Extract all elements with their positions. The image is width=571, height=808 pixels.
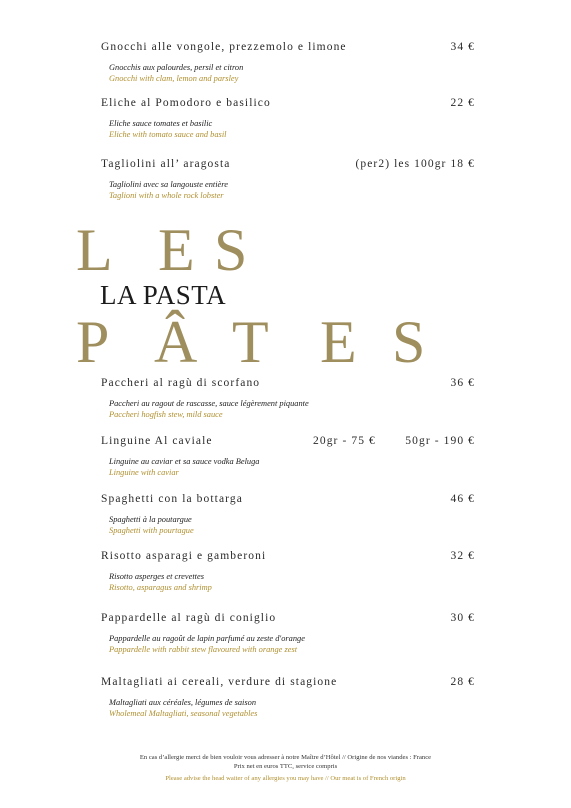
dish-name: Maltagliati ai cereali, verdure di stagione [101, 676, 338, 688]
dish-description-fr: Gnocchis aux palourdes, persil et citron [109, 63, 244, 72]
dish-name: Risotto asparagi e gamberoni [101, 550, 267, 562]
heading-letter: Â [154, 309, 198, 375]
dish-description-fr: Tagliolini avec sa langouste entière [109, 180, 228, 189]
heading-letter: L [76, 217, 113, 283]
section-subtitle: LA PASTA [100, 280, 227, 310]
dish-description-en: Risotto, asparagus and shrimp [109, 583, 212, 592]
dish-name: Gnocchi alle vongole, prezzemolo e limone [101, 41, 347, 53]
menu-item [101, 158, 475, 201]
menu-item [101, 550, 475, 593]
menu-item [101, 435, 475, 478]
dish-price: 30 € [450, 612, 475, 624]
dish-description-en: Spaghetti with pourtague [109, 526, 194, 535]
dish-price: 32 € [450, 550, 475, 562]
heading-letter: E [320, 309, 357, 375]
dish-description-en: Eliche with tomato sauce and basil [109, 130, 227, 139]
menu-item [101, 377, 475, 420]
dish-description-en: Wholemeal Maltagliati, seasonal vegetables [109, 709, 258, 718]
dish-description-fr: Pappardelle au ragoût de lapin parfumé au zeste d'orange [109, 634, 305, 643]
dish-description-en: Taglioni with a whole rock lobster [109, 191, 224, 200]
price-notice: Prix net en euros TTC, service compris [233, 763, 338, 770]
dish-price: (per2) les 100gr 18 € [355, 158, 475, 170]
dish-price: 28 € [450, 676, 475, 688]
allergy-notice-en: Please advise the head waiter of any allergies you may have // Our meat is of French origin [165, 775, 406, 782]
dish-price: 34 € [450, 41, 475, 53]
dish-price: 46 € [450, 493, 475, 505]
menu-item [101, 612, 475, 655]
heading-letter: S [214, 217, 248, 283]
dish-price-small: 20gr - 75 € [313, 435, 376, 447]
heading-letter: E [158, 217, 195, 283]
dish-price: 22 € [450, 97, 475, 109]
dish-description-en: Pappardelle with rabbit stew flavoured with orange zest [109, 645, 298, 654]
menu-item [101, 41, 475, 84]
dish-name: Spaghetti con la bottarga [101, 493, 243, 505]
menu-item [101, 97, 475, 140]
dish-price: 36 € [450, 377, 475, 389]
dish-price: 50gr - 190 € [405, 435, 475, 447]
dish-description-en: Paccheri hogfish stew, mild sauce [109, 410, 223, 419]
menu-item [101, 676, 475, 719]
dish-description-en: Linguine with caviar [109, 468, 179, 477]
allergy-notice-fr: En cas d’allergie merci de bien vouloir vous adresser à notre Maître d’Hôtel // Origine de nos viandes : France [139, 754, 432, 761]
dish-description-fr: Paccheri au ragout de rascasse, sauce légèrement piquante [109, 399, 309, 408]
dish-name: Tagliolini all’ aragosta [101, 158, 231, 170]
heading-letter: T [232, 309, 269, 375]
dish-description-fr: Risotto asperges et crevettes [109, 572, 204, 581]
dish-name: Linguine Al caviale [101, 435, 213, 447]
heading-letter: S [392, 309, 426, 375]
dish-name: Eliche al Pomodoro e basilico [101, 97, 271, 109]
heading-letter: P [76, 309, 110, 375]
dish-description-fr: Linguine au caviar et sa sauce vodka Beluga [109, 457, 260, 466]
dish-name: Paccheri al ragù di scorfano [101, 377, 261, 389]
dish-description-en: Gnocchi with clam, lemon and parsley [109, 74, 239, 83]
dish-description-fr: Eliche sauce tomates et basilic [109, 119, 213, 128]
dish-description-fr: Maltagliati aux céréales, légumes de saison [109, 698, 257, 707]
dish-name: Pappardelle al ragù di coniglio [101, 612, 277, 624]
menu-item [101, 493, 475, 536]
dish-description-fr: Spaghetti à la poutargue [109, 515, 192, 524]
